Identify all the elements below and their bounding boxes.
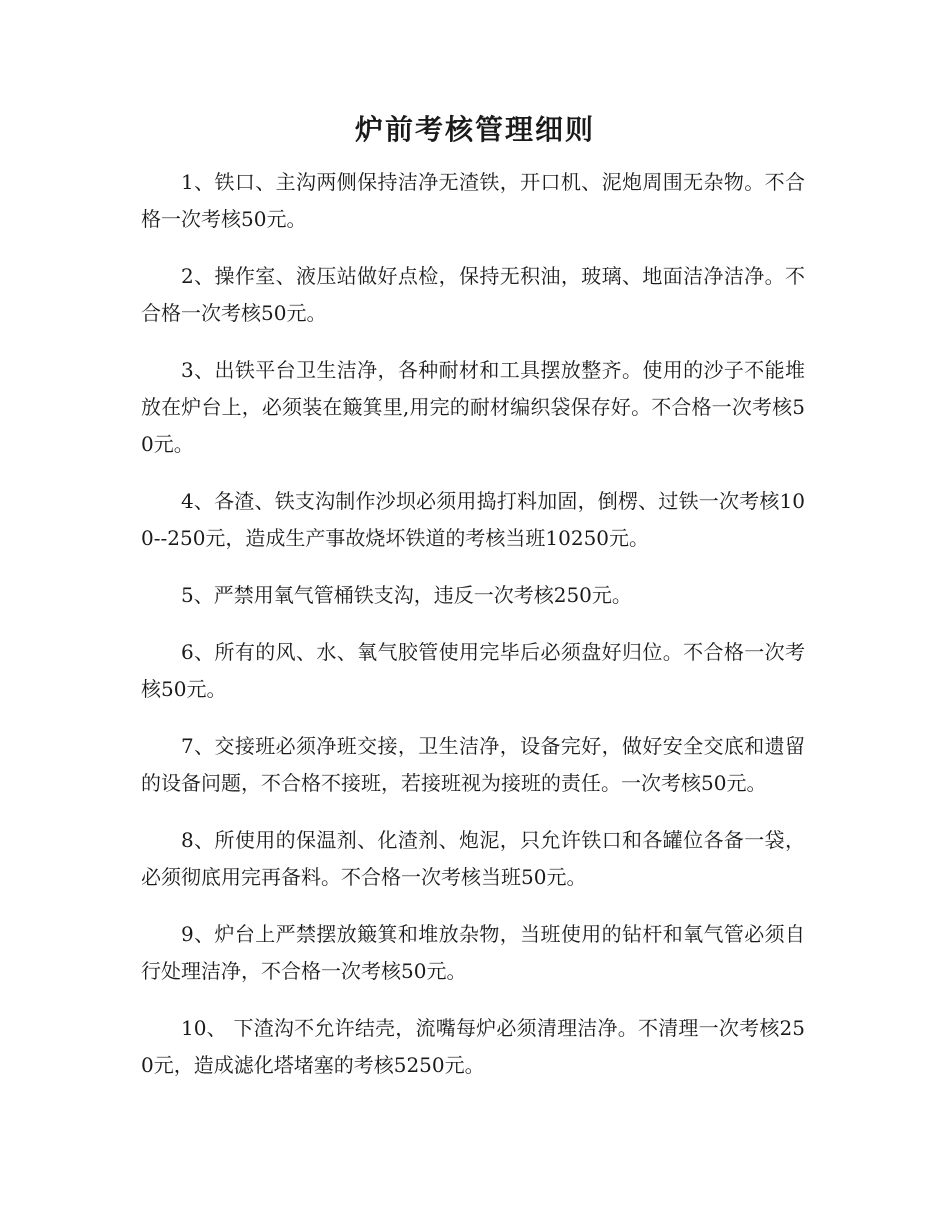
rule-paragraph-4: 4、各渣、铁支沟制作沙坝必须用捣打料加固，倒楞、过铁一次考核100--250元，造成生产事故烧坏铁道的考核当班10250元。	[141, 489, 805, 550]
rule-paragraph-8: 8、所使用的保温剂、化渣剂、炮泥，只允许铁口和各罐位各备一袋，必须彻底用完再备料。不合格一次考核当班50元。	[141, 828, 805, 889]
rule-paragraph-3: 3、出铁平台卫生洁净，各种耐材和工具摆放整齐。使用的沙子不能堆放在炉台上，必须装在簸箕里,用完的耐材编织袋保存好。不合格一次考核50元。	[141, 358, 805, 456]
rule-paragraph-9: 9、炉台上严禁摆放簸箕和堆放杂物，当班使用的钻杆和氧气管必须自行处理洁净，不合格一次考核50元。	[141, 922, 805, 983]
document-title: 炉前考核管理细则	[354, 113, 595, 146]
rule-paragraph-1: 1、铁口、主沟两侧保持洁净无渣铁，开口机、泥炮周围无杂物。不合格一次考核50元。	[141, 170, 805, 231]
document-body	[141, 164, 805, 1104]
rule-paragraph-5: 5、严禁用氧气管桶铁支沟，违反一次考核250元。	[181, 583, 632, 607]
rule-paragraph-7: 7、交接班必须净班交接，卫生洁净，设备完好，做好安全交底和遗留的设备问题，不合格不接班，若接班视为接班的责任。一次考核50元。	[141, 734, 805, 795]
rule-paragraph-2: 2、操作室、液压站做好点检，保持无积油，玻璃、地面洁净洁净。不合格一次考核50元。	[141, 264, 805, 325]
rule-paragraph-10: 10、 下渣沟不允许结壳，流嘴每炉必须清理洁净。不清理一次考核250元，造成滤化塔堵塞的考核5250元。	[141, 1016, 805, 1077]
rule-paragraph-6: 6、所有的风、水、氧气胶管使用完毕后必须盘好归位。不合格一次考核50元。	[141, 640, 805, 701]
